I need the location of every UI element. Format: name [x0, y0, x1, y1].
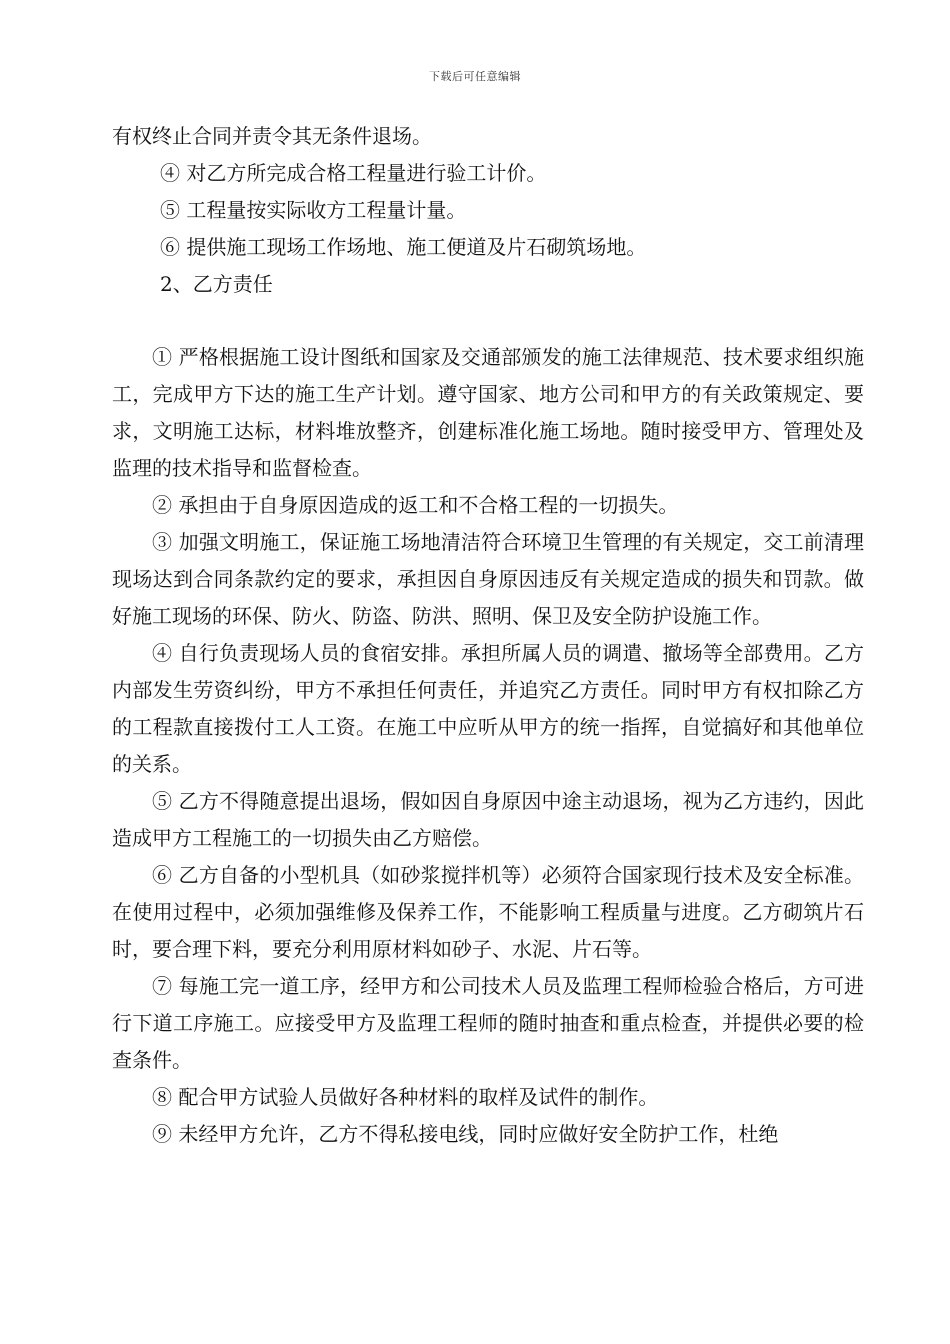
- paragraph-b-item-5: ⑤ 乙方不得随意提出退场，假如因自身原因中途主动退场，视为乙方违约，因此造成甲方工程施工的一切损失由乙方赔偿。: [112, 789, 864, 850]
- section-spacer: [112, 303, 864, 339]
- paragraph-b-item-9: ⑨ 未经甲方允许，乙方不得私接电线，同时应做好安全防护工作，杜绝: [152, 1122, 779, 1146]
- paragraph-b-item-1: ① 严格根据施工设计图纸和国家及交通部颁发的施工法律规范、技术要求组织施工，完成甲方下达的施工生产计划。遵守国家、地方公司和甲方的有关政策规定、要求，文明施工达标，材料堆放整齐，创建标准化施工场地。随时接受甲方、管理处及监理的技术指导和监督检查。: [112, 345, 864, 480]
- paragraph-b-item-7: ⑦ 每施工完一道工序，经甲方和公司技术人员及监理工程师检验合格后，方可进行下道工序施工。应接受甲方及监理工程师的随时抽查和重点检查，并提供必要的检查条件。: [112, 974, 864, 1072]
- document-body: [112, 118, 864, 1153]
- paragraph-b-item-4: ④ 自行负责现场人员的食宿安排。承担所属人员的调遣、撤场等全部费用。乙方内部发生劳资纠纷，甲方不承担任何责任，并追究乙方责任。同时甲方有权扣除乙方的工程款直接拨付工人工资。在施工中应听从甲方的统一指挥，自觉搞好和其他单位的关系。: [112, 641, 864, 776]
- section-heading-party-b: 2、乙方责任: [160, 272, 273, 296]
- paragraph-b-item-8: ⑧ 配合甲方试验人员做好各种材料的取样及试件的制作。: [152, 1085, 659, 1109]
- paragraph-item-6: ⑥ 提供施工现场工作场地、施工便道及片石砌筑场地。: [160, 235, 647, 259]
- paragraph-item-5: ⑤ 工程量按实际收方工程量计量。: [160, 198, 467, 222]
- paragraph-b-item-2: ② 承担由于自身原因造成的返工和不合格工程的一切损失。: [152, 493, 679, 517]
- paragraph-b-item-6: ⑥ 乙方自备的小型机具（如砂浆搅拌机等）必须符合国家现行技术及安全标准。在使用过程中，必须加强维修及保养工作，不能影响工程质量与进度。乙方砌筑片石时，要合理下料，要充分利用原材料如砂子、水泥、片石等。: [112, 863, 864, 961]
- page-header-note: 下载后可任意编辑: [429, 70, 521, 83]
- paragraph-b-item-3: ③ 加强文明施工，保证施工场地清洁符合环境卫生管理的有关规定，交工前清理现场达到合同条款约定的要求，承担因自身原因违反有关规定造成的损失和罚款。做好施工现场的环保、防火、防盗、防洪、照明、保卫及安全防护设施工作。: [112, 530, 864, 628]
- paragraph-item-4: ④ 对乙方所完成合格工程量进行验工计价。: [160, 161, 547, 185]
- paragraph-continuation: 有权终止合同并责令其无条件退场。: [112, 124, 432, 148]
